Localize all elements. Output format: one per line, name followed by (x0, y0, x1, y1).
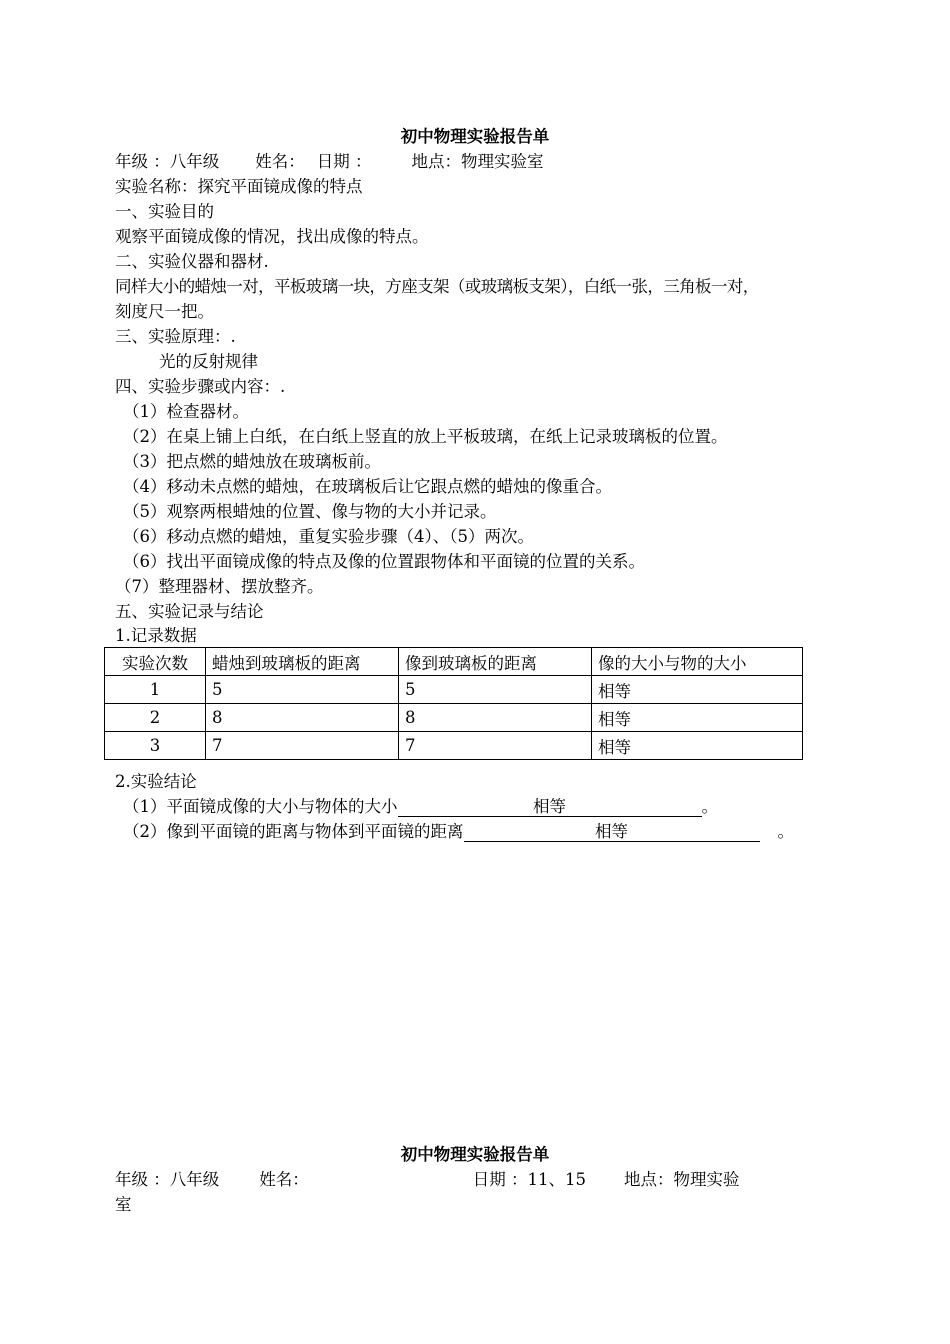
experiment-name: 实验名称：探究平面镜成像的特点 (115, 177, 363, 196)
table-cell: 5 (399, 676, 592, 704)
conclusion-line (123, 797, 718, 817)
table-cell: 8 (399, 704, 592, 732)
info-line-2-cont: 室 (115, 1195, 132, 1214)
section-body-principle: 光的反射规律 (159, 352, 258, 371)
conclusion-answer: 相等 (464, 823, 760, 842)
section-body-equipment-line1: 同样大小的蜡烛一对，平板玻璃一块，方座支架（或玻璃板支架），白纸一张，三角板一对， (115, 277, 759, 296)
table-cell: 2 (105, 704, 206, 732)
place-label: 地点：物理实验室 (411, 152, 544, 171)
name-label: 姓名： (255, 152, 305, 171)
info-line (115, 152, 544, 172)
conclusion-prefix: （2）像到平面镜的距离与物体到平面镜的距离 (123, 822, 464, 841)
step-item: （6）移动点燃的蜡烛，重复实验步骤（4）、（5）两次。 (123, 527, 534, 546)
grade-label: 年级 ：八年级 (115, 152, 220, 171)
name-label: 姓名： (259, 1170, 309, 1189)
step-item: （4）移动未点燃的蜡烛，在玻璃板后让它跟点燃的蜡烛的像重合。 (123, 477, 612, 496)
table-cell: 5 (206, 676, 399, 704)
conclusion-suffix: 。 (701, 797, 718, 816)
table-cell: 7 (206, 732, 399, 760)
table-header-cell: 像的大小与物的大小 (592, 648, 803, 676)
table-cell: 相等 (592, 732, 803, 760)
section-heading-equipment: 二、实验仪器和器材. (115, 252, 269, 271)
section-heading-record: 五、实验记录与结论 (115, 602, 264, 621)
step-item: （2）在桌上铺上白纸，在白纸上竖直的放上平板玻璃，在纸上记录玻璃板的位置。 (123, 427, 728, 446)
step-item: （1）检查器材。 (123, 402, 249, 421)
date-label: 日期 ：11、15 (472, 1170, 586, 1189)
grade-label: 年级 ：八年级 (115, 1170, 220, 1189)
conclusion-line (123, 822, 794, 842)
conclusion-answer: 相等 (398, 798, 702, 817)
section-body-purpose: 观察平面镜成像的情况，找出成像的特点。 (115, 227, 429, 246)
table-cell: 相等 (592, 704, 803, 732)
table-header-cell: 实验次数 (105, 648, 206, 676)
conclusion-heading: 2.实验结论 (115, 772, 197, 791)
table-row (105, 676, 803, 704)
table-cell: 相等 (592, 676, 803, 704)
place-label: 地点：物理实验 (624, 1170, 740, 1189)
section-heading-principle: 三、实验原理：. (115, 327, 236, 346)
table-header-row (105, 648, 803, 676)
step-item: （6）找出平面镜成像的特点及像的位置跟物体和平面镜的位置的关系。 (123, 552, 645, 571)
table-cell: 3 (105, 732, 206, 760)
table-row (105, 704, 803, 732)
table-cell: 1 (105, 676, 206, 704)
table-header-cell: 像到玻璃板的距离 (399, 648, 592, 676)
data-table (104, 647, 803, 760)
section-body-equipment-line2: 刻度尺一把。 (115, 302, 214, 321)
date-label: 日期 ： (316, 152, 372, 171)
table-row (105, 732, 803, 760)
info-line-2 (115, 1170, 740, 1190)
conclusion-prefix: （1）平面镜成像的大小与物体的大小 (123, 797, 398, 816)
step-item: （7）整理器材、摆放整齐。 (115, 577, 324, 596)
table-cell: 8 (206, 704, 399, 732)
report-title-2: 初中物理实验报告单 (400, 1145, 550, 1164)
section-heading-purpose: 一、实验目的 (115, 202, 214, 221)
conclusion-suffix: 。 (777, 822, 794, 841)
table-cell: 7 (399, 732, 592, 760)
section-heading-steps: 四、实验步骤或内容：. (115, 377, 286, 396)
table-header-cell: 蜡烛到玻璃板的距离 (206, 648, 399, 676)
report-title: 初中物理实验报告单 (400, 127, 550, 146)
record-subheading: 1.记录数据 (115, 626, 197, 645)
step-item: （5）观察两根蜡烛的位置、像与物的大小并记录。 (123, 502, 497, 521)
step-item: （3）把点燃的蜡烛放在玻璃板前。 (123, 452, 381, 471)
